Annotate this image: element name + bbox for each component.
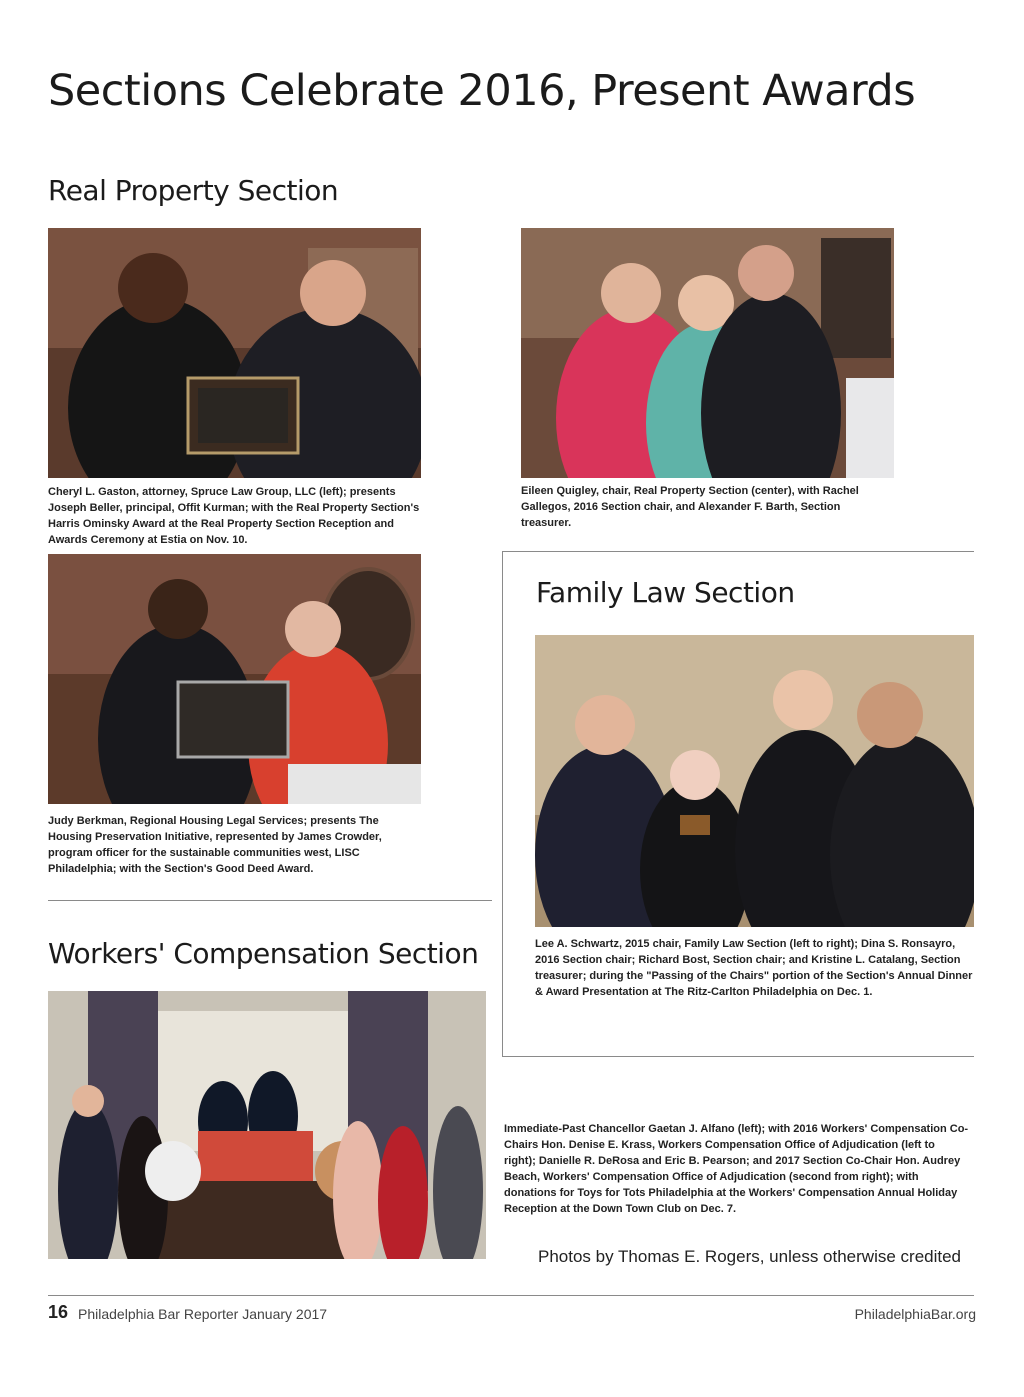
family-law-heading: Family Law Section: [536, 576, 795, 609]
real-property-good-deed-caption: Judy Berkman, Regional Housing Legal Services; presents The Housing Preservation Initiative, represented by James Crowder, program officer for the sustainable communities west, LISC Philadelphia; with the Section's Good Deed Award.: [48, 815, 382, 875]
family-law-caption: Lee A. Schwartz, 2015 chair, Family Law Section (left to right); Dina S. Ronsayro, 2016 Section chair; Richard Bost, Section chair; and Kristine L. Catalang, Section treasurer; during the "Passing of the Chairs" portion of the Section's Annual Dinner & Award Presentation at The Ritz-Carlton Philadelphia on Dec. 1.: [535, 938, 973, 998]
website-link[interactable]: PhiladelphiaBar.org: [854, 1306, 976, 1322]
real-property-photo-award: [48, 228, 421, 478]
family-law-box-bottom: [502, 1056, 974, 1057]
real-property-officers-photo: [521, 228, 894, 478]
real-property-photo-award-caption: Cheryl L. Gaston, attorney, Spruce Law Group, LLC (left); presents Joseph Beller, principal, Offit Kurman; with the Real Property Section's Harris Ominsky Award at the Real Property Section Reception and Awards Ceremony at Estia on Nov. 10.: [48, 486, 420, 546]
publication-name: Philadelphia Bar Reporter January 2017: [78, 1306, 328, 1322]
footer-rule: [48, 1295, 974, 1296]
page-title: Sections Celebrate 2016, Present Awards: [48, 66, 916, 116]
real-property-officers-caption: Eileen Quigley, chair, Real Property Section (center), with Rachel Gallegos, 2016 Section chair, and Alexander F. Barth, Section treasurer.: [521, 485, 859, 529]
workers-comp-photo: [48, 991, 486, 1259]
real-property-heading: Real Property Section: [48, 174, 339, 207]
workers-comp-heading: Workers' Compensation Section: [48, 937, 479, 970]
photo-credit: Photos by Thomas E. Rogers, unless otherwise credited: [538, 1247, 962, 1266]
workers-comp-caption: Immediate-Past Chancellor Gaetan J. Alfano (left); with 2016 Workers' Compensation Co-Chairs Hon. Denise E. Krass, Workers Compensation Office of Adjudication (left to right); Danielle R. DeRosa and Eric B. Pearson; and 2017 Section Co-Chair Hon. Audrey Beach, Workers' Compensation Office of Adjudication (second from right); with donations for Toys for Tots Philadelphia at the Workers' Compensation Annual Holiday Reception at the Down Town Club on Dec. 7.: [504, 1123, 969, 1215]
family-law-box-left: [502, 551, 503, 1057]
family-law-box-top: [502, 551, 974, 552]
family-law-photo: [535, 635, 974, 927]
real-property-good-deed-photo: [48, 554, 421, 804]
section-divider: [48, 900, 492, 901]
page-number: 16: [48, 1302, 69, 1322]
